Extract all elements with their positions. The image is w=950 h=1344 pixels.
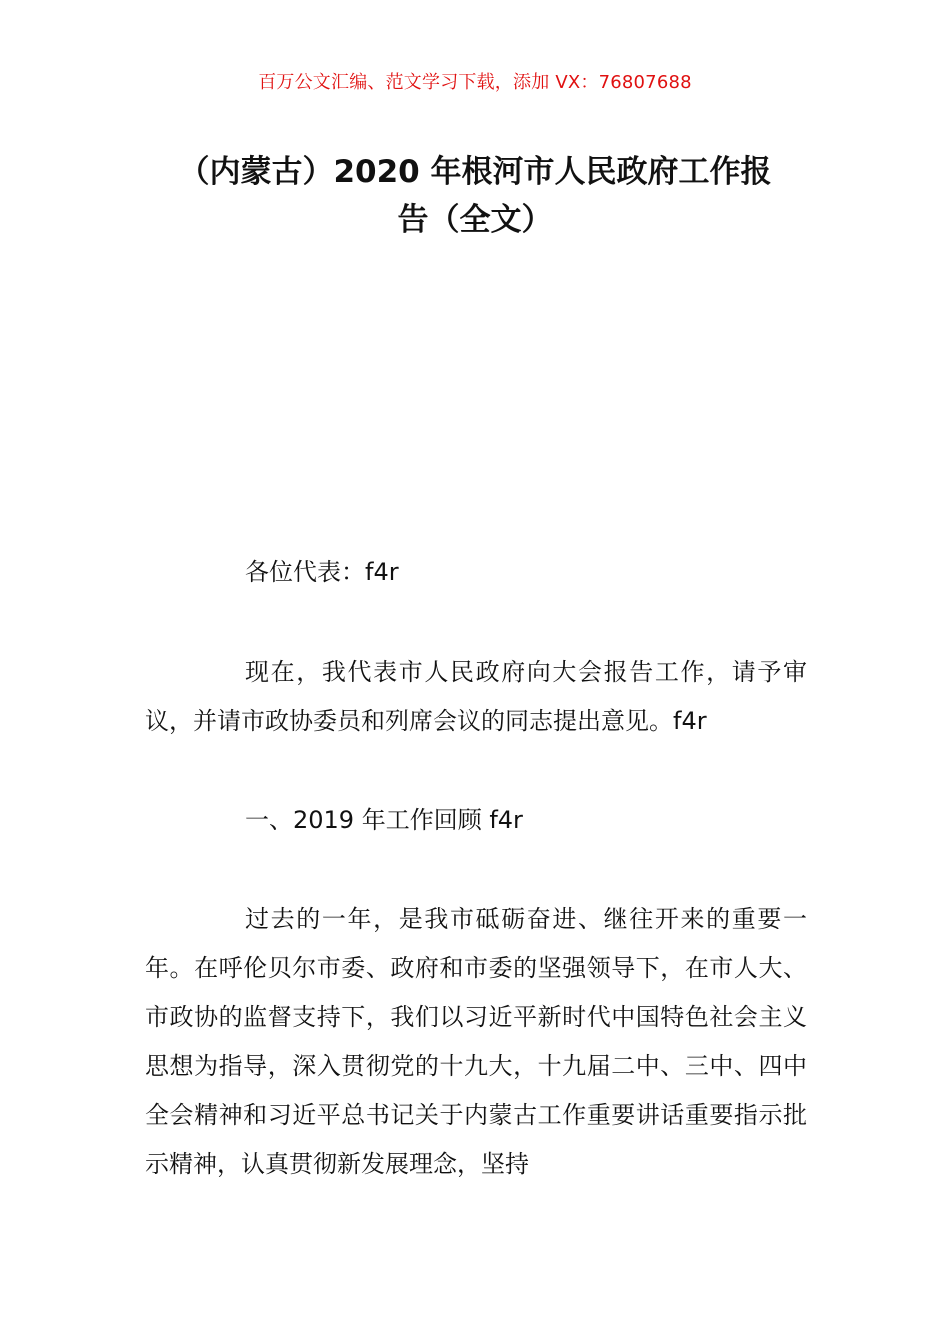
document-title — [145, 148, 805, 244]
salutation-paragraph — [145, 548, 807, 597]
header-promo-text: 百万公文汇编、范文学习下载，添加 VX：76807688 — [258, 72, 692, 93]
paragraph-text: 各位代表：f4r — [245, 558, 399, 586]
paragraph-text: 现在，我代表市人民政府向大会报告工作，请予审议，并请市政协委员和列席会议的同志提出意见。f4r — [145, 658, 807, 735]
paragraph-text: 过去的一年，是我市砥砺奋进、继往开来的重要一年。在呼伦贝尔市委、政府和市委的坚强领导下，在市人大、市政协的监督支持下，我们以习近平新时代中国特色社会主义思想为指导，深入贯彻党的十九大，十九届二中、三中、四中全会精神和习近平总书记关于内蒙古工作重要讲话重要指示批示精神，认真贯彻新发展理念，坚持 — [145, 905, 807, 1178]
paragraph-text: 一、2019 年工作回顾 f4r — [245, 806, 523, 834]
title-line-1: （内蒙古）2020 年根河市人民政府工作报 — [178, 154, 772, 190]
intro-paragraph — [145, 648, 807, 746]
section-heading — [145, 796, 807, 845]
review-paragraph — [145, 895, 807, 1189]
title-line-2: 告（全文） — [397, 202, 553, 238]
